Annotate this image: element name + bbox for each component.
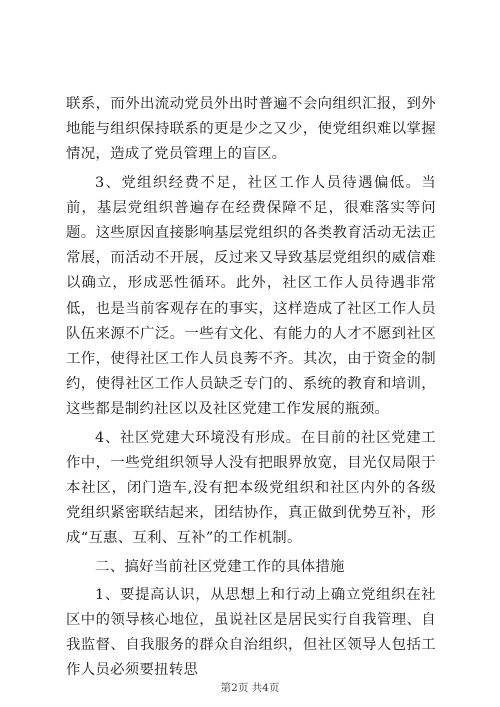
- document-body: [66, 92, 436, 684]
- paragraph-raise-awareness: 1、要提高认识，从思想上和行动上确立党组织在社区中的领导核心地位，虽说社区是居民实行自我管理、自我监督、自我服务的群众自治组织，但社区领导人包括工作人员必须要扭转思: [66, 586, 436, 679]
- section-heading-measures: 二、搞好当前社区党建工作的具体措施: [95, 558, 345, 575]
- paragraph-continuation: 联系，而外出流动党员外出时普遍不会向组织汇报，到外地能与组织保持联系的更是少之又少，使党组织难以掌握情况，造成了党员管理上的盲区。: [66, 96, 436, 163]
- paragraph-environment-issue: 4、社区党建大环境没有形成。在目前的社区党建工作中，一些党组织领导人没有把眼界放宽，目光仅局限于本社区，闭门造车,没有把本级党组织和社区内外的各级党组织紧密联结起来，团结协作，真正做到优势互补，形成“互惠、互利、互补”的工作机制。: [66, 429, 436, 547]
- page-number-footer: 第2页 共4页: [220, 682, 280, 694]
- paragraph-funding-issue: 3、党组织经费不足，社区工作人员待遇偏低。当前，基层党组织普遍存在经费保障不足，很难落实等问题。这些原因直接影响基层党组织的各类教育活动无法正常展，而活动不开展，反过来又导致基层党组织的威信难以确立，形成恶性循环。此外，社区工作人员待遇非常低，也是当前客观存在的事实，这样造成了社区工作人员队伍来源不广泛。一些有文化、有能力的人才不愿到社区工作，使得社区工作人员良莠不齐。其次，由于资金的制约，使得社区工作人员缺乏专门的、系统的教育和培训，这些都是制约社区以及社区党建工作发展的瓶颈。: [66, 174, 436, 418]
